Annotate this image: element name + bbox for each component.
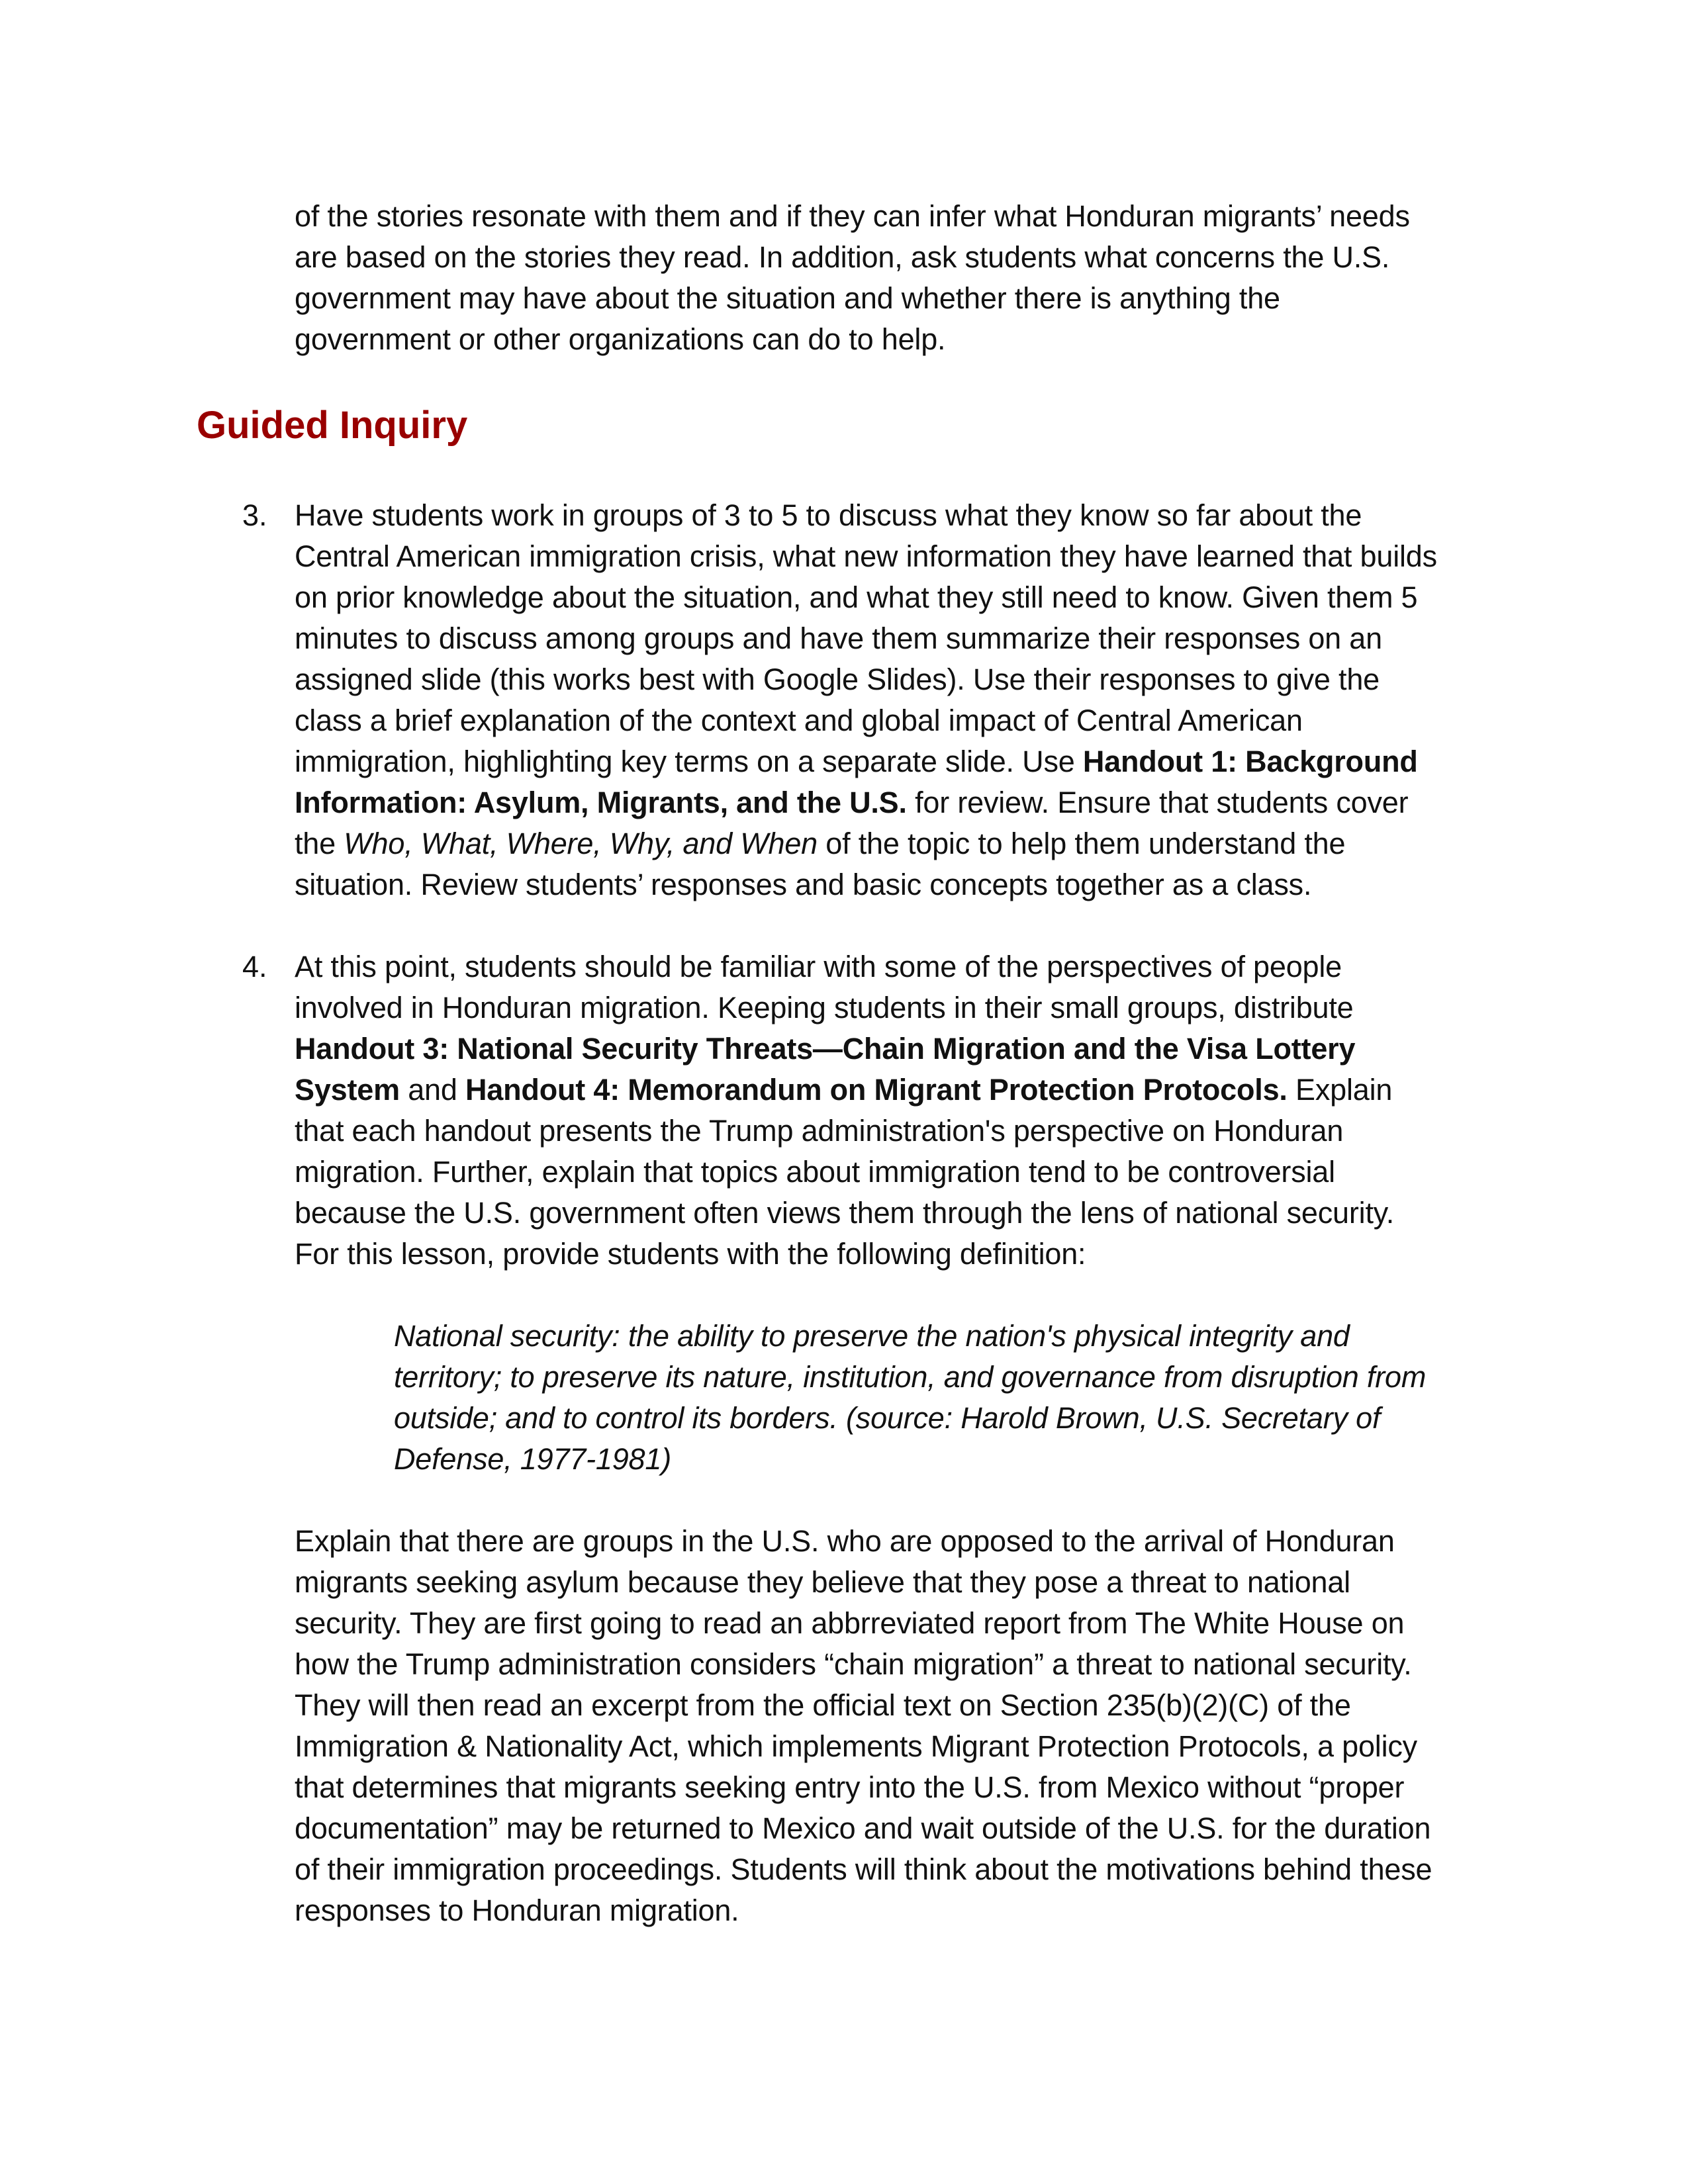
five-w-emphasis: Who, What, Where, Why, and When: [344, 827, 818, 860]
handout-1-title: Handout 1: Background: [1082, 745, 1418, 778]
text-line: Have students work in groups of 3 to 5 to discuss what they know so far about the: [295, 498, 1362, 532]
text-line: Immigration & Nationality Act, which implements Migrant Protection Protocols, a policy: [295, 1729, 1417, 1763]
text-line: of the stories resonate with them and if they can infer what Honduran migrants’ needs: [295, 199, 1410, 233]
list-number: 3.: [242, 498, 267, 532]
handout-3-title-cont: System: [295, 1073, 400, 1107]
text-line: documentation” may be returned to Mexico and wait outside of the U.S. for the duration: [295, 1811, 1431, 1845]
text-line: on prior knowledge about the situation, and what they still need to know. Given them 5: [295, 580, 1418, 614]
text-line: [295, 782, 1408, 823]
text-line: that each handout presents the Trump administration's perspective on Honduran: [295, 1114, 1344, 1148]
text-line: are based on the stories they read. In addition, ask students what concerns the U.S.: [295, 240, 1390, 274]
text-run: the: [295, 827, 344, 860]
text-line: class a brief explanation of the context and global impact of Central American: [295, 704, 1303, 737]
text-line: Central American immigration crisis, what new information they have learned that builds: [295, 539, 1437, 573]
text-run: Explain: [1287, 1073, 1393, 1107]
text-line: government or other organizations can do to help.: [295, 322, 946, 356]
text-line: [295, 1069, 1392, 1111]
text-run: for review. Ensure that students cover: [906, 786, 1409, 819]
section-heading: Guided Inquiry: [197, 404, 468, 447]
text-line: Explain that there are groups in the U.S. who are opposed to the arrival of Honduran: [295, 1524, 1395, 1558]
text-line: because the U.S. government often views them through the lens of national security.: [295, 1196, 1395, 1230]
text-run: of the topic to help them understand the: [817, 827, 1346, 860]
text-line: [295, 823, 1345, 864]
text-line: that determines that migrants seeking entry into the U.S. from Mexico without “proper: [295, 1770, 1405, 1804]
text-line: involved in Honduran migration. Keeping students in their small groups, distribute: [295, 991, 1354, 1024]
text-line: government may have about the situation and whether there is anything the: [295, 281, 1280, 315]
text-line: how the Trump administration considers “chain migration” a threat to national security.: [295, 1647, 1412, 1681]
text-line: territory; to preserve its nature, institution, and governance from disruption from: [394, 1360, 1427, 1394]
text-line: responses to Honduran migration.: [295, 1893, 739, 1927]
text-line: migration. Further, explain that topics about immigration tend to be controversial: [295, 1155, 1335, 1189]
text-line: outside; and to control its borders. (source: Harold Brown, U.S. Secretary of: [394, 1401, 1381, 1435]
text-line: For this lesson, provide students with the following definition:: [295, 1237, 1086, 1271]
text-line: Defense, 1977-1981): [394, 1442, 671, 1476]
text-line: migrants seeking asylum because they believe that they pose a threat to national: [295, 1565, 1350, 1599]
text-line: security. They are first going to read an abbrreviated report from The White House on: [295, 1606, 1405, 1640]
list-number: 4.: [242, 950, 267, 983]
text-line: At this point, students should be familiar with some of the perspectives of people: [295, 950, 1342, 983]
text-line: situation. Review students’ responses and basic concepts together as a class.: [295, 868, 1312, 901]
handout-1-title-cont: Information: Asylum, Migrants, and the U.S.: [295, 786, 907, 819]
handout-4-title: Handout 4: Memorandum on Migrant Protection Protocols.: [465, 1073, 1288, 1107]
text-line: minutes to discuss among groups and have them summarize their responses on an: [295, 621, 1382, 655]
text-line: assigned slide (this works best with Google Slides). Use their responses to give the: [295, 662, 1380, 696]
text-line: National security: the ability to preserve the nation's physical integrity and: [394, 1319, 1350, 1353]
text-line: They will then read an excerpt from the official text on Section 235(b)(2)(C) of the: [295, 1688, 1351, 1722]
handout-3-title: Handout 3: National Security Threats—Chain Migration and the Visa Lottery: [295, 1032, 1356, 1066]
text-run: and: [399, 1073, 465, 1107]
text-line: [295, 1028, 1355, 1069]
text-line: [295, 741, 1418, 782]
text-line: of their immigration proceedings. Students will think about the motivations behind these: [295, 1852, 1432, 1886]
text-run: immigration, highlighting key terms on a separate slide. Use: [295, 745, 1083, 778]
